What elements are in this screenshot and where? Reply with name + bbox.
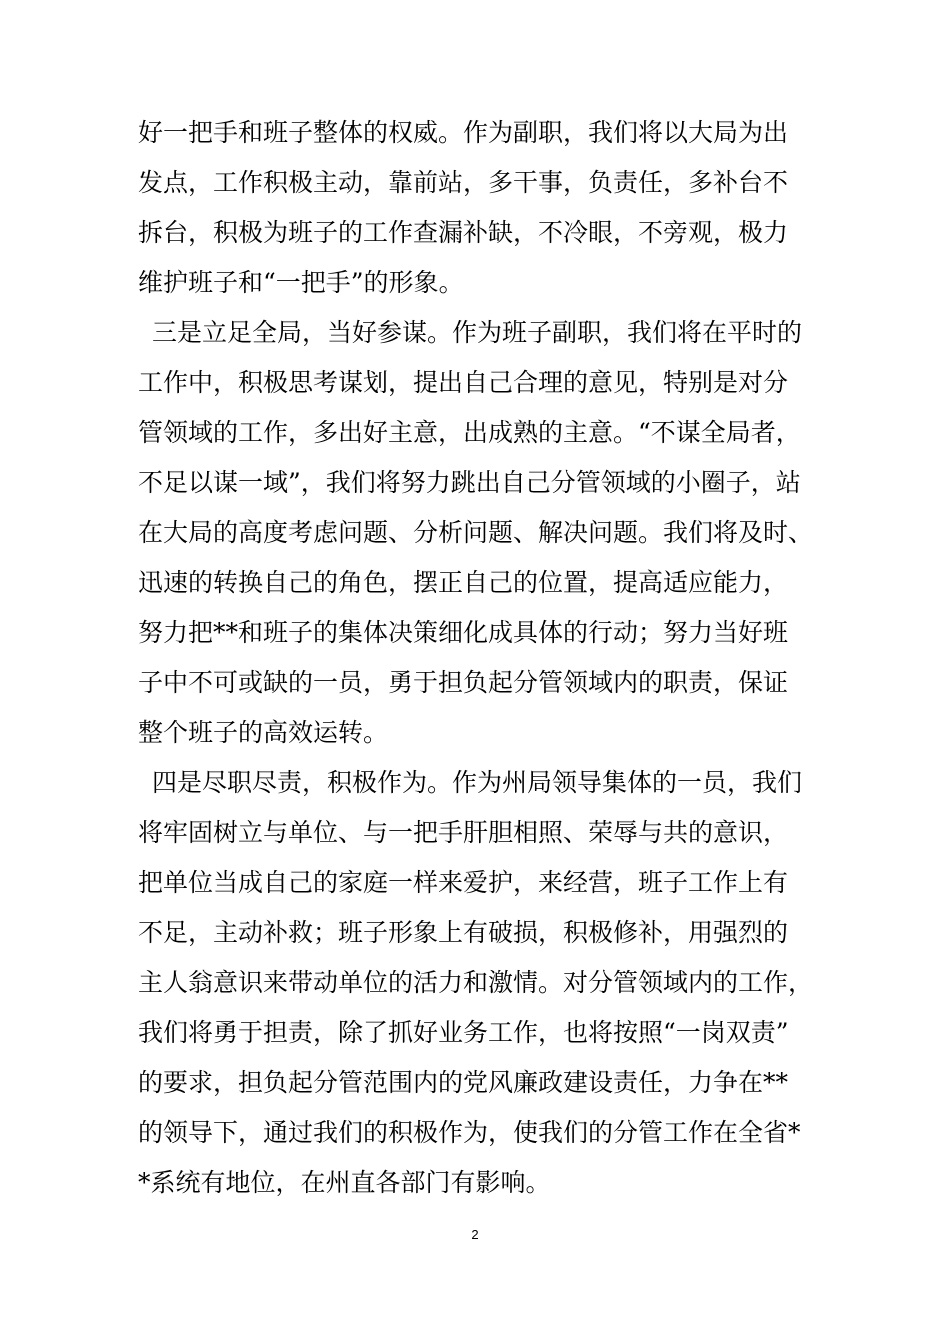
text-line: 把单位当成自己的家庭一样来爱护，来经营，班子工作上有 bbox=[138, 868, 789, 897]
paragraph-start-line: 四是尽职尽责，积极作为。作为州局领导集体的一员，我们 bbox=[152, 768, 803, 797]
text-line: 的要求，担负起分管范围内的党风廉政建设责任，力争在** bbox=[138, 1068, 789, 1097]
text-line: 的领导下，通过我们的积极作为，使我们的分管工作在全省* bbox=[138, 1118, 801, 1147]
text-line: 拆台，积极为班子的工作查漏补缺，不冷眼，不旁观，极力 bbox=[138, 218, 789, 247]
text-line: 整个班子的高效运转。 bbox=[138, 718, 389, 747]
body-text bbox=[138, 108, 828, 1208]
text-line: 努力把**和班子的集体决策细化成具体的行动；努力当好班 bbox=[138, 618, 789, 647]
text-line: 在大局的高度考虑问题、分析问题、解决问题。我们将及时、 bbox=[138, 518, 814, 547]
text-line: 不足，主动补救；班子形象上有破损，积极修补，用强烈的 bbox=[138, 918, 789, 947]
page-number: 2 bbox=[471, 1227, 479, 1242]
text-line: 迅速的转换自己的角色，摆正自己的位置，提高适应能力， bbox=[138, 568, 789, 597]
paragraph-start-line: 三是立足全局，当好参谋。作为班子副职，我们将在平时的 bbox=[152, 318, 803, 347]
text-line: *系统有地位，在州直各部门有影响。 bbox=[138, 1168, 551, 1197]
text-line: 我们将勇于担责，除了抓好业务工作，也将按照“一岗双责” bbox=[138, 1018, 789, 1047]
text-line: 主人翁意识来带动单位的活力和激情。对分管领域内的工作， bbox=[138, 968, 814, 997]
text-line: 管领域的工作，多出好主意，出成熟的主意。“不谋全局者， bbox=[138, 418, 801, 447]
text-line: 将牢固树立与单位、与一把手肝胆相照、荣辱与共的意识， bbox=[138, 818, 789, 847]
text-line: 发点，工作积极主动，靠前站，多干事，负责任，多补台不 bbox=[138, 168, 789, 197]
text-line: 维护班子和“一把手”的形象。 bbox=[138, 268, 464, 297]
text-line: 工作中，积极思考谋划，提出自己合理的意见，特别是对分 bbox=[138, 368, 789, 397]
text-line: 不足以谋一域”，我们将努力跳出自己分管领域的小圈子，站 bbox=[138, 468, 801, 497]
text-line: 子中不可或缺的一员，勇于担负起分管领域内的职责，保证 bbox=[138, 668, 789, 697]
text-line: 好一把手和班子整体的权威。作为副职，我们将以大局为出 bbox=[138, 118, 789, 147]
